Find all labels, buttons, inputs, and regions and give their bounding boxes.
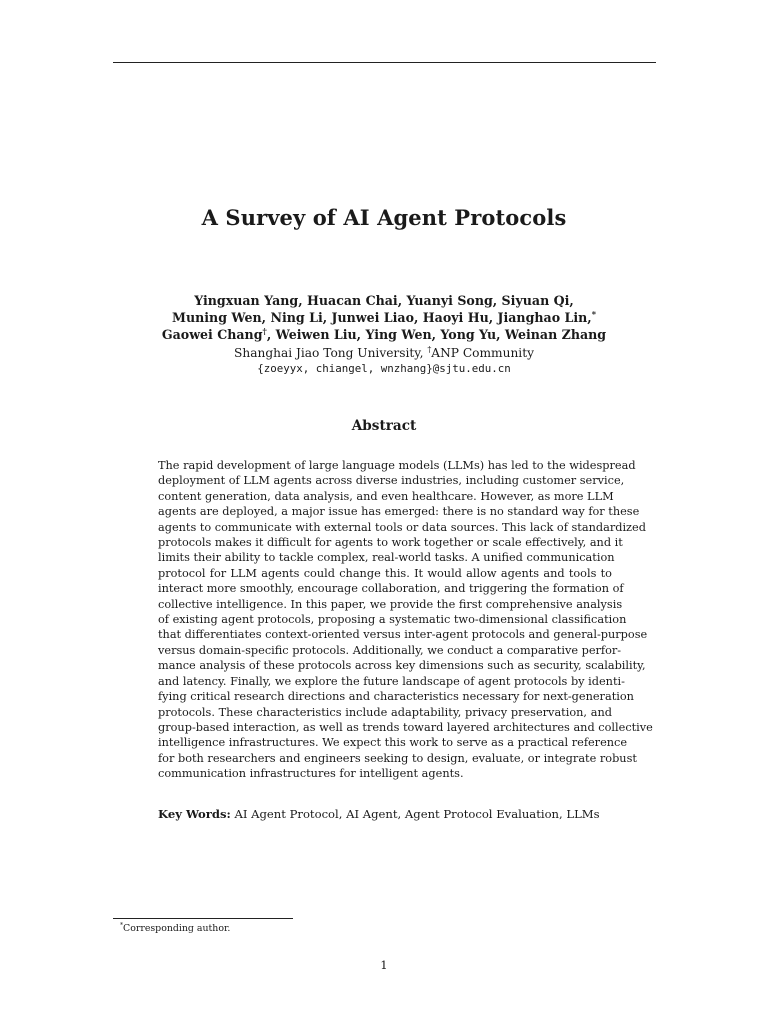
abstract-line: protocols makes it difficult for agents to work together or scale effectively, and it <box>158 536 623 550</box>
abstract-line: for both researchers and engineers seeking to design, evaluate, or integrate robust <box>158 751 637 765</box>
abstract-line: that differentiates context-oriented versus inter-agent protocols and general-purpose <box>158 628 648 642</box>
affiliation <box>0 345 768 377</box>
header-rule <box>113 62 656 63</box>
abstract-line: communication infrastructures for intelligent agents. <box>158 767 464 781</box>
author-line-3 <box>0 326 768 343</box>
author-line-1: Yingxuan Yang, Huacan Chai, Yuanyi Song, Siyuan Qi, <box>194 293 574 308</box>
author-line-2-text: Muning Wen, Ning Li, Junwei Liao, Haoyi Hu, Jianghao Lin, <box>172 310 592 325</box>
abstract-line: The rapid development of large language models (LLMs) has led to the widespread <box>158 459 636 472</box>
author-line-2 <box>0 309 768 326</box>
abstract-line: versus domain-specific protocols. Additionally, we conduct a comparative perfor- <box>158 643 622 657</box>
abstract-heading: Abstract <box>351 418 417 434</box>
paper-title: A Survey of AI Agent Protocols <box>201 205 567 230</box>
footnote <box>120 922 230 935</box>
abstract-line: intelligence infrastructures. We expect this work to serve as a practical reference <box>158 736 628 750</box>
abstract-line: content generation, data analysis, and even healthcare. However, as more LLM <box>158 489 614 503</box>
abstract-line: interact more smoothly, encourage collaboration, and triggering the formation of <box>158 582 624 596</box>
keywords <box>158 806 612 822</box>
abstract-body <box>158 458 653 782</box>
abstract-line: of existing agent protocols, proposing a systematic two-dimensional classification <box>158 613 627 627</box>
abstract-line: fying critical research directions and characteristics necessary for next-generation <box>158 690 634 704</box>
abstract-line: and latency. Finally, we explore the future landscape of agent protocols by identi- <box>158 674 625 688</box>
abstract-line: protocols. These characteristics include adaptability, privacy preservation, and <box>158 705 612 719</box>
footnote-mark: * <box>120 921 124 929</box>
abstract-line: limits their ability to tackle complex, real-world tasks. A unified communication <box>158 551 615 565</box>
page-number: 1 <box>380 958 388 972</box>
footnote-rule <box>113 918 293 919</box>
author-line-3-end: , Weiwen Liu, Ying Wen, Yong Yu, Weinan Zhang <box>266 327 607 342</box>
affiliation-university: Shanghai Jiao Tong University, <box>234 346 428 360</box>
abstract-line: protocol for LLM agents could change this. It would allow agents and tools to <box>158 566 612 580</box>
footnote-text: Corresponding author. <box>123 923 231 934</box>
abstract-line: mance analysis of these protocols across key dimensions such as security, scalability, <box>158 659 646 673</box>
author-line-3-start: Gaowei Chang <box>161 327 263 342</box>
keywords-label: Key Words: <box>158 807 231 821</box>
author-list <box>0 292 768 343</box>
corresponding-author-mark: * <box>591 308 596 319</box>
anp-community-mark: † <box>262 325 267 336</box>
author-email: {zoeyyx, chiangel, wnzhang}@sjtu.edu.cn <box>257 362 511 375</box>
abstract-line: agents to communicate with external tools or data sources. This lack of standardized <box>158 520 646 534</box>
abstract-line: agents are deployed, a major issue has emerged: there is no standard way for these <box>158 505 640 519</box>
keywords-text: AI Agent Protocol, AI Agent, Agent Protocol Evaluation, LLMs <box>234 807 600 821</box>
abstract-line: group-based interaction, as well as trends toward layered architectures and collective <box>158 720 653 734</box>
affiliation-dagger: † <box>427 344 432 354</box>
abstract-line: collective intelligence. In this paper, we provide the first comprehensive analysis <box>158 597 623 611</box>
abstract-line: deployment of LLM agents across diverse industries, including customer service, <box>158 474 625 488</box>
affiliation-community: ANP Community <box>431 346 534 360</box>
